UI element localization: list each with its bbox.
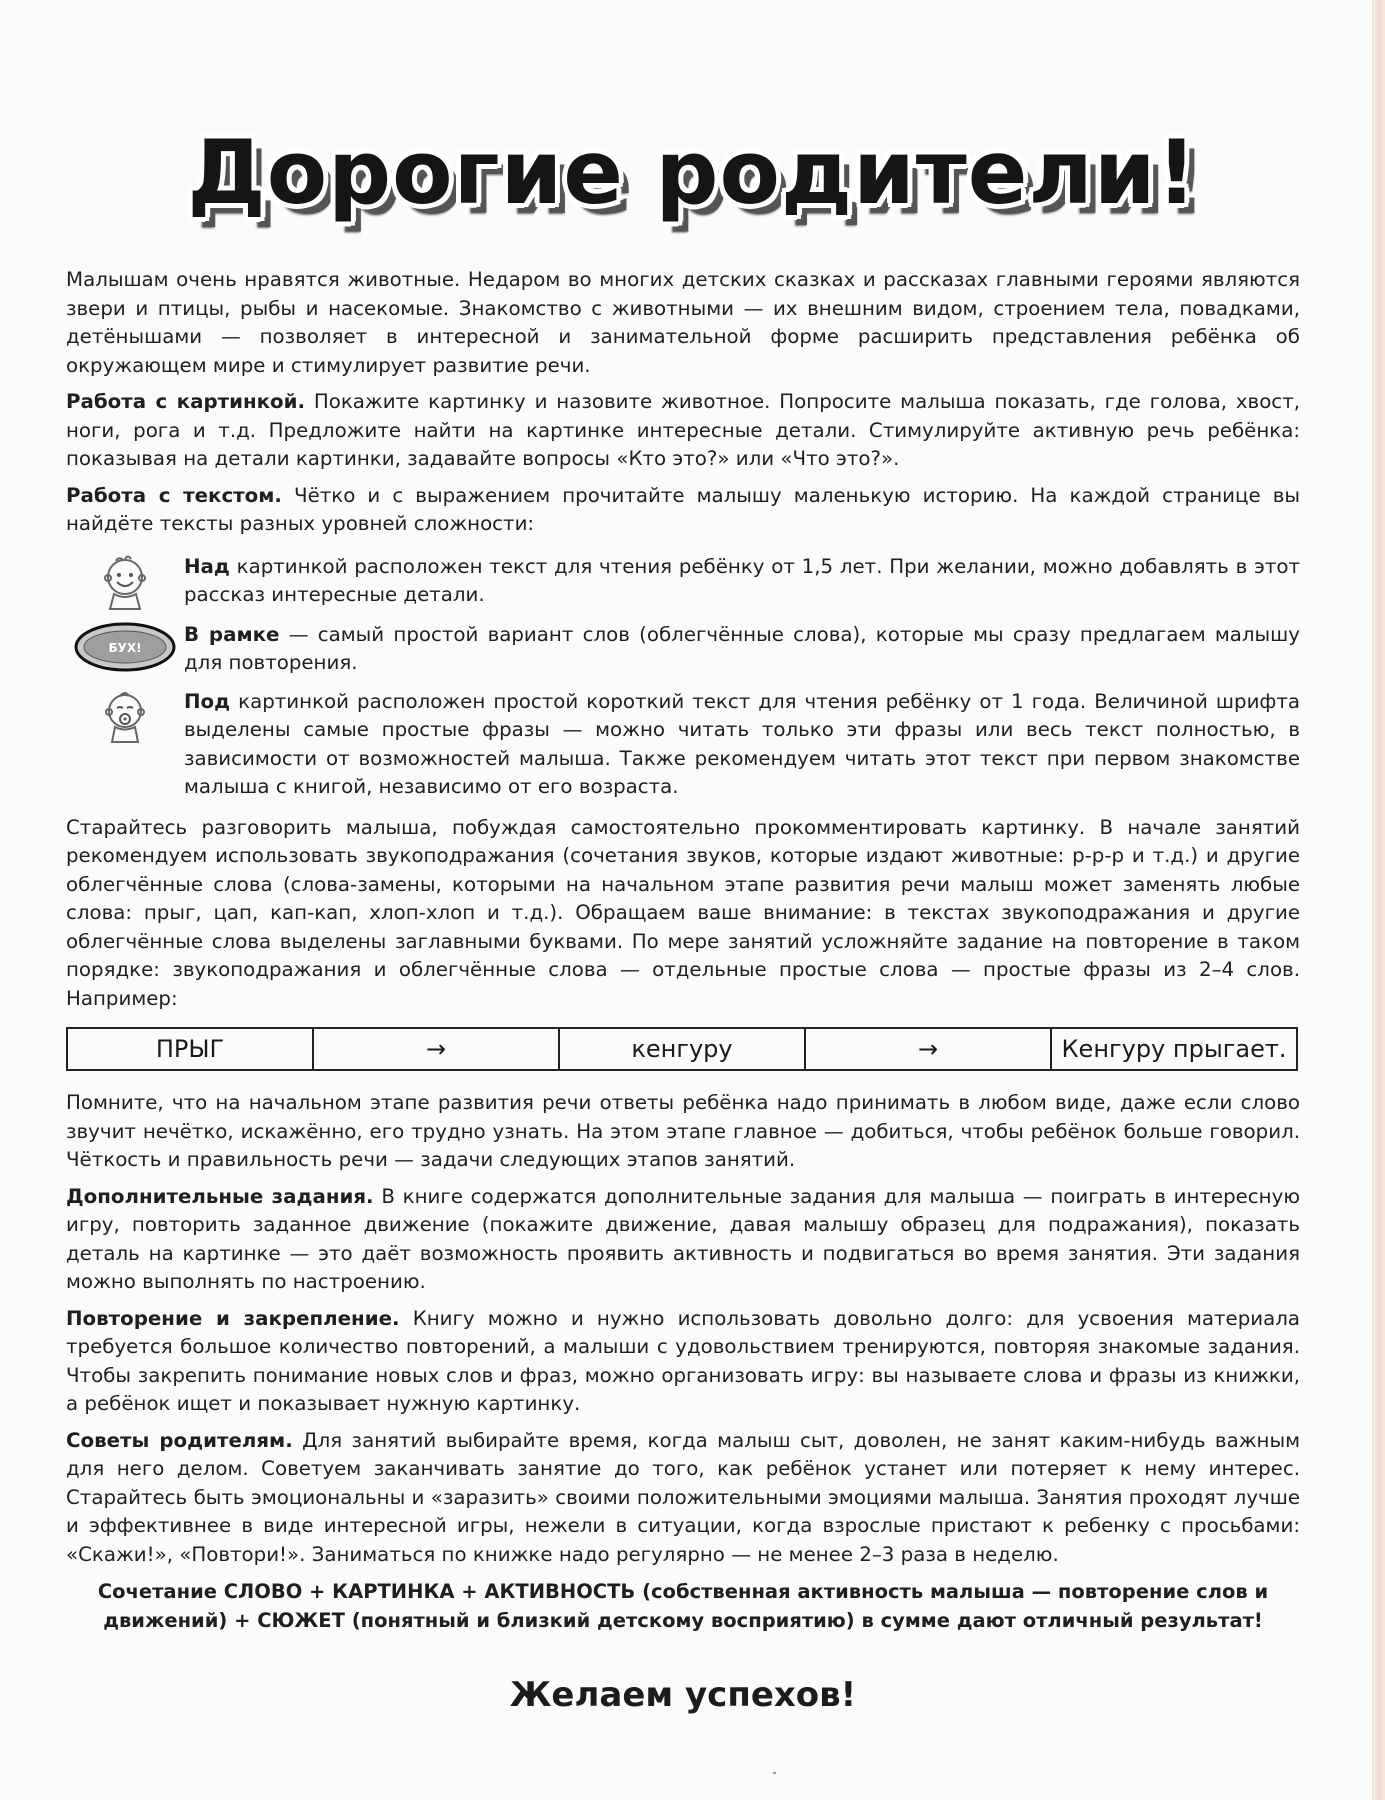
example-table — [66, 1027, 1298, 1071]
text-work-text: Чётко и с выражением прочитайте малышу маленькую историю. На каждой странице вы найдёте тексты разных уровней сложности: — [66, 483, 1300, 535]
level-frame-text: В рамке — самый простой вариант слов (облегчённые слова), которые мы сразу предлагаем малышу для повторения. — [184, 622, 1300, 674]
repetition-paragraph: Повторение и закрепление. Книгу можно и нужно использовать довольно долго: для усвоения материала требуется большое количество повторений, а малыши с удовольствием тренируются, повторяя знакомые задания. Чтобы закрепить понимание новых слов и фраз, можно организовать игру: вы называете слова и фразы из книжки, а ребёнок ищет и показывает нужную картинку. — [66, 1306, 1300, 1415]
baby-pacifier-icon — [66, 688, 184, 744]
extra-tasks-paragraph: Дополнительные задания. В книге содержатся дополнительные задания для малыша — поиграть в интересную игру, повторить заданное движение (покажите движение, давая малышу образец для подражания), показать деталь на картинке — это даёт возможность проявить активность и подвигаться во время занятия. Эти задания можно выполнять по настроению. — [66, 1184, 1300, 1293]
advice-paragraph: Советы родителям. Для занятий выбирайте время, когда малыш сыт, доволен, не занят каким-нибудь важным для него делом. Советуем заканчивать занятие до того, как ребёнок устанет или потеряет к нему интерес. Старайтесь быть эмоциональны и «заразить» своими положительными эмоциями малыша. Занятия проходят лучше и эффективнее в виде интересной игры, нежели в ситуации, когда взрослые пристают к ребенку с просьбами: «Скажи!», «Повтори!». Заниматься по книжке надо регулярно — не менее 2–3 раза в неделю. — [66, 1428, 1301, 1566]
page-title: Дорогие родители! — [187, 121, 1198, 224]
intro-paragraph: Малышам очень нравятся животные. Недаром во многих детских сказках и рассказах главными героями являются звери и птицы, рыбы и насекомые. Знакомство с животными — их внешним видом, строением тела, повадками, детёнышами — позволяет в интересной и занимательной форме расширить представления ребёнка об окружающем мире и стимулирует развитие речи. — [66, 268, 1300, 377]
summary-text: Сочетание СЛОВО + КАРТИНКА + АКТИВНОСТЬ (собственная активность малыша — повторение слов и движений) + СЮЖЕТ (понятный и близкий детскому восприятию) в сумме дают отличный результат! — [97, 1580, 1269, 1632]
encourage-paragraph: Старайтесь разговорить малыша, побуждая самостоятельно прокомментировать картинку. В начале занятий рекомендуем использовать звукоподражания (сочетания звуков, которые издают животные: р-р-р и т.д.) и другие облегчённые слова (слова-замены, которыми на начальном этапе развития речи малыш может заменять любые слова: прыг, цап, кап-кап, хлоп-хлоп и т.д.). Обращаем ваше внимание: в текстах звукоподражания и другие облегчённые слова выделены заглавными буквами. По мере занятий усложняйте задание на повторение в таком порядке: звукоподражания и облегчённые слова — отдельные простые слова — простые фразы из 2–4 слов. Например: — [66, 815, 1300, 1010]
example-cell-word: кенгуру — [559, 1028, 805, 1070]
level-above-text: Над картинкой расположен текст для чтения ребёнку от 1,5 лет. При желании, можно добавлять в этот рассказ интересные детали. — [184, 554, 1300, 606]
example-cell-sound: ПРЫГ — [67, 1028, 313, 1070]
table-row — [67, 1028, 1297, 1070]
page-edge-stripe — [1373, 0, 1385, 1800]
level-below — [66, 688, 1300, 802]
picture-work-text: Покажите картинку и назовите животное. Попросите малыша показать, где голова, хвост, ноги, рога и т.д. Предложите найти на картинке интересные детали. Стимулируйте активную речь ребёнка: показывая на детали картинки, задавайте вопросы «Кто это?» или «Что это?». — [66, 390, 1300, 470]
level-above — [66, 553, 1300, 611]
level-below-lead: Под — [184, 689, 231, 713]
advice-heading: Советы родителям. — [66, 1428, 293, 1452]
document-body — [66, 266, 1300, 1715]
picture-work-heading: Работа с картинкой. — [66, 390, 306, 413]
extra-tasks-heading: Дополнительные задания. — [66, 1184, 374, 1208]
frame-badge-label: БУХ! — [108, 640, 142, 655]
repetition-heading: Повторение и закрепление. — [66, 1306, 400, 1330]
level-below-text: Под картинкой расположен простой короткий текст для чтения ребёнку от 1 года. Величиной шрифта выделены самые простые фразы — можно читать только эти фразы или весь текст полностью, в зависимости от возможностей малыша. Также рекомендуем читать этот текст при первом знакомстве малыша с книгой, независимо от его возраста. — [184, 689, 1300, 798]
example-cell-phrase: Кенгуру прыгает. — [1051, 1028, 1297, 1070]
level-above-lead: Над — [184, 554, 230, 578]
closing-wish: Желаем успехов! — [509, 1675, 857, 1715]
text-work-paragraph — [66, 482, 1300, 539]
text-work-heading: Работа с текстом. — [66, 483, 282, 507]
smiling-child-icon — [66, 553, 184, 611]
print-speck — [773, 1772, 776, 1774]
frame-badge-icon — [66, 621, 184, 673]
level-frame-lead: В рамке — [184, 622, 280, 646]
level-frame — [66, 621, 1300, 678]
remember-paragraph: Помните, что на начальном этапе развития речи ответы ребёнка надо принимать в любом виде, даже если слово звучит нечётко, искажённо, его трудно узнать. На этом этапе главное — добиться, чтобы ребёнок больше говорил. Чёткость и правильность речи — задачи следующих этапов занятий. — [66, 1091, 1300, 1171]
example-cell-arrow: → — [313, 1028, 559, 1070]
picture-work-paragraph — [66, 388, 1300, 474]
example-cell-arrow: → — [805, 1028, 1051, 1070]
